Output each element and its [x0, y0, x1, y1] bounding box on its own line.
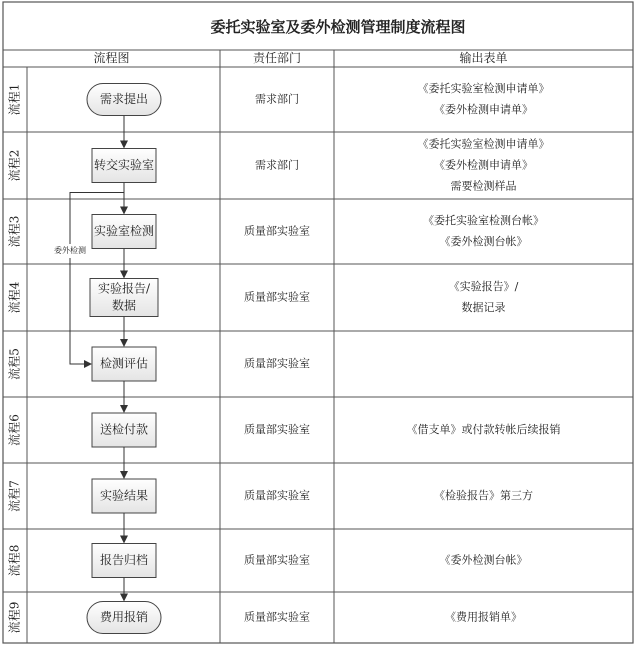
- form-cell: 《实验报告》/: [448, 280, 519, 293]
- form-cell: 需要检测样品: [450, 179, 517, 193]
- form-cell: 《委外检测台帐》: [439, 235, 528, 248]
- flow-node-label: 实验室检测: [93, 224, 155, 238]
- step-label: 流程8: [7, 544, 22, 577]
- dept-cell: 质量部实验室: [244, 489, 310, 502]
- flow-node-label: 报告归档: [99, 553, 149, 567]
- flow-node-label: 检测评估: [99, 356, 149, 371]
- form-cell: 数据记录: [461, 301, 506, 314]
- dept-cell: 质量部实验室: [244, 224, 310, 238]
- step-label: 流程7: [7, 480, 22, 512]
- form-cell: 《费用报销单》: [445, 610, 522, 624]
- step-label: 流程2: [7, 149, 22, 182]
- flow-node-label: 实验报告/: [97, 281, 151, 296]
- dept-cell: 质量部实验室: [244, 357, 310, 370]
- flow-node-label: 送检付款: [99, 422, 149, 437]
- flow-node-label: 费用报销: [99, 610, 149, 624]
- branch-label: 委外检测: [54, 246, 86, 255]
- flow-node-label: 数据: [111, 298, 137, 313]
- dept-cell: 质量部实验室: [244, 553, 310, 567]
- dept-cell: 质量部实验室: [244, 290, 310, 304]
- dept-cell: 质量部实验室: [244, 423, 310, 436]
- form-cell: 《委托实验室检测申请单》: [417, 82, 550, 95]
- flow-node-label: 实验结果: [99, 488, 149, 503]
- header-flow: 流程图: [93, 51, 130, 65]
- step-label: 流程4: [7, 281, 22, 314]
- dept-cell: 需求部门: [255, 92, 299, 106]
- step-label: 流程3: [7, 215, 22, 248]
- flow-node-label: 转交实验室: [93, 158, 155, 172]
- form-cell: 《委托实验室检测申请单》: [417, 137, 550, 151]
- step-label: 流程1: [7, 83, 22, 116]
- form-cell: 《委托实验室检测台帐》: [423, 214, 544, 227]
- header-forms: 输出表单: [459, 51, 508, 65]
- page-title: 委托实验室及委外检测管理制度流程图: [210, 18, 466, 36]
- form-cell: 《委外检测台帐》: [439, 553, 528, 567]
- step-label: 流程9: [7, 601, 22, 634]
- flow-node-label: 需求提出: [99, 92, 149, 106]
- form-cell: 《委外检测申请单》: [434, 103, 533, 116]
- step-label: 流程6: [7, 414, 22, 446]
- form-cell: 《检验报告》第三方: [434, 489, 533, 502]
- dept-cell: 质量部实验室: [244, 610, 310, 624]
- form-cell: 《借支单》或付款转帐后续报销: [406, 423, 561, 436]
- dept-cell: 需求部门: [255, 158, 299, 172]
- step-label: 流程5: [7, 348, 22, 380]
- header-dept: 责任部门: [252, 51, 302, 65]
- form-cell: 《委外检测申请单》: [434, 158, 533, 172]
